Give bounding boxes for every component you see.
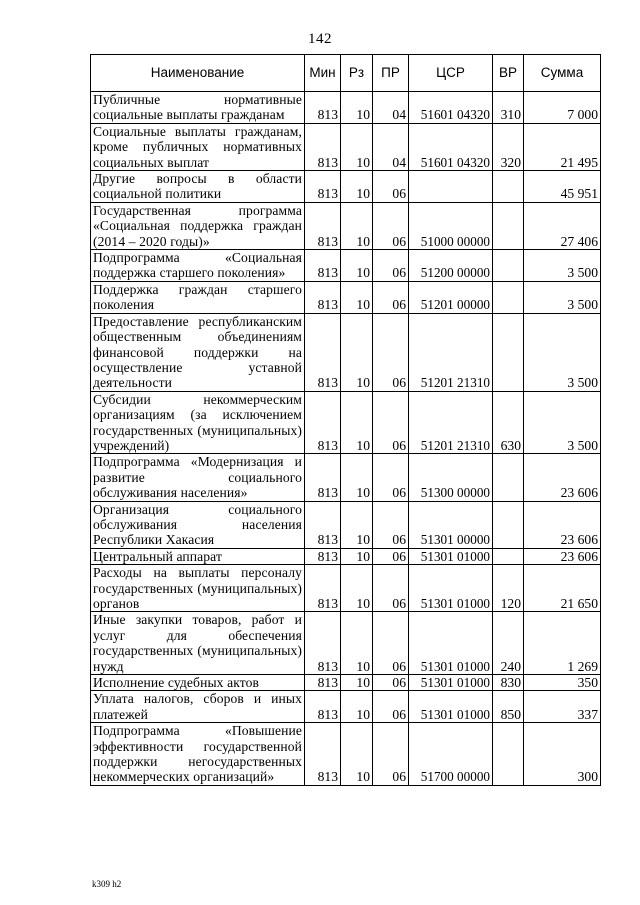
table-row bbox=[91, 454, 601, 501]
cell-vr: 830 bbox=[493, 675, 524, 691]
cell-pr: 06 bbox=[373, 454, 409, 501]
table-row bbox=[91, 281, 601, 313]
cell-name: Публичные нормативные социальные выплаты гражданам bbox=[91, 92, 305, 124]
cell-sum: 3 500 bbox=[524, 391, 601, 454]
cell-pr: 06 bbox=[373, 171, 409, 203]
header-rz: Рз bbox=[341, 55, 373, 92]
cell-vr: 850 bbox=[493, 691, 524, 723]
cell-sum: 300 bbox=[524, 723, 601, 786]
cell-rz: 10 bbox=[341, 250, 373, 282]
cell-sum: 3 500 bbox=[524, 281, 601, 313]
table-row bbox=[91, 202, 601, 249]
cell-vr bbox=[493, 171, 524, 203]
cell-min: 813 bbox=[305, 171, 341, 203]
table-row bbox=[91, 123, 601, 170]
cell-csr bbox=[409, 171, 493, 203]
table-row bbox=[91, 723, 601, 786]
cell-sum: 21 495 bbox=[524, 123, 601, 170]
header-min: Мин bbox=[305, 55, 341, 92]
table-header-row bbox=[91, 55, 601, 92]
table-row bbox=[91, 171, 601, 203]
cell-pr: 06 bbox=[373, 565, 409, 612]
cell-csr: 51601 04320 bbox=[409, 92, 493, 124]
cell-name: Предоставление республиканским общественным объединениям финансовой поддержки на осуществление уставной деятельности bbox=[91, 313, 305, 391]
cell-pr: 04 bbox=[373, 123, 409, 170]
cell-min: 813 bbox=[305, 454, 341, 501]
cell-sum: 3 500 bbox=[524, 313, 601, 391]
cell-name: Государственная программа «Социальная поддержка граждан (2014 – 2020 годы)» bbox=[91, 202, 305, 249]
cell-csr: 51301 00000 bbox=[409, 501, 493, 548]
cell-rz: 10 bbox=[341, 501, 373, 548]
cell-pr: 06 bbox=[373, 691, 409, 723]
cell-min: 813 bbox=[305, 565, 341, 612]
table-row bbox=[91, 391, 601, 454]
cell-rz: 10 bbox=[341, 691, 373, 723]
cell-min: 813 bbox=[305, 691, 341, 723]
cell-vr: 120 bbox=[493, 565, 524, 612]
cell-min: 813 bbox=[305, 501, 341, 548]
cell-min: 813 bbox=[305, 123, 341, 170]
table-row bbox=[91, 565, 601, 612]
cell-pr: 06 bbox=[373, 723, 409, 786]
cell-sum: 23 606 bbox=[524, 548, 601, 564]
cell-sum: 45 951 bbox=[524, 171, 601, 203]
cell-csr: 51300 00000 bbox=[409, 454, 493, 501]
cell-min: 813 bbox=[305, 723, 341, 786]
table-row bbox=[91, 501, 601, 548]
table-row bbox=[91, 92, 601, 124]
cell-vr bbox=[493, 548, 524, 564]
cell-rz: 10 bbox=[341, 612, 373, 675]
cell-csr: 51301 01000 bbox=[409, 675, 493, 691]
cell-csr: 51000 00000 bbox=[409, 202, 493, 249]
cell-min: 813 bbox=[305, 281, 341, 313]
cell-vr bbox=[493, 501, 524, 548]
table-row bbox=[91, 675, 601, 691]
cell-sum: 337 bbox=[524, 691, 601, 723]
cell-pr: 04 bbox=[373, 92, 409, 124]
cell-sum: 1 269 bbox=[524, 612, 601, 675]
cell-vr bbox=[493, 313, 524, 391]
cell-min: 813 bbox=[305, 202, 341, 249]
cell-rz: 10 bbox=[341, 391, 373, 454]
cell-name: Поддержка граждан старшего поколения bbox=[91, 281, 305, 313]
cell-min: 813 bbox=[305, 313, 341, 391]
cell-vr bbox=[493, 454, 524, 501]
cell-pr: 06 bbox=[373, 313, 409, 391]
cell-name: Подпрограмма «Социальная поддержка старшего поколения» bbox=[91, 250, 305, 282]
cell-csr: 51301 01000 bbox=[409, 565, 493, 612]
cell-pr: 06 bbox=[373, 250, 409, 282]
table-row bbox=[91, 548, 601, 564]
cell-csr: 51200 00000 bbox=[409, 250, 493, 282]
budget-table bbox=[90, 54, 601, 786]
cell-sum: 7 000 bbox=[524, 92, 601, 124]
cell-vr bbox=[493, 202, 524, 249]
page-number: 142 bbox=[308, 31, 332, 47]
cell-csr: 51301 01000 bbox=[409, 691, 493, 723]
header-pr: ПР bbox=[373, 55, 409, 92]
cell-min: 813 bbox=[305, 612, 341, 675]
cell-vr bbox=[493, 250, 524, 282]
cell-pr: 06 bbox=[373, 675, 409, 691]
cell-pr: 06 bbox=[373, 612, 409, 675]
cell-name: Субсидии некоммерческим организациям (за исключением государственных (муниципальных) учреждений) bbox=[91, 391, 305, 454]
cell-vr: 240 bbox=[493, 612, 524, 675]
cell-sum: 21 650 bbox=[524, 565, 601, 612]
cell-rz: 10 bbox=[341, 313, 373, 391]
cell-sum: 27 406 bbox=[524, 202, 601, 249]
cell-name: Расходы на выплаты персоналу государственных (муниципальных) органов bbox=[91, 565, 305, 612]
cell-min: 813 bbox=[305, 391, 341, 454]
cell-name: Организация социального обслуживания населения Республики Хакасия bbox=[91, 501, 305, 548]
cell-rz: 10 bbox=[341, 202, 373, 249]
cell-rz: 10 bbox=[341, 454, 373, 501]
cell-name: Другие вопросы в области социальной политики bbox=[91, 171, 305, 203]
cell-csr: 51301 01000 bbox=[409, 612, 493, 675]
cell-sum: 23 606 bbox=[524, 454, 601, 501]
cell-pr: 06 bbox=[373, 548, 409, 564]
cell-rz: 10 bbox=[341, 548, 373, 564]
cell-csr: 51201 21310 bbox=[409, 313, 493, 391]
cell-name: Подпрограмма «Повышение эффективности государственной поддержки негосударственных некоммерческих организаций» bbox=[91, 723, 305, 786]
cell-rz: 10 bbox=[341, 281, 373, 313]
cell-csr: 51201 00000 bbox=[409, 281, 493, 313]
cell-min: 813 bbox=[305, 548, 341, 564]
cell-rz: 10 bbox=[341, 92, 373, 124]
cell-vr: 310 bbox=[493, 92, 524, 124]
cell-pr: 06 bbox=[373, 501, 409, 548]
cell-sum: 350 bbox=[524, 675, 601, 691]
cell-min: 813 bbox=[305, 675, 341, 691]
cell-name: Иные закупки товаров, работ и услуг для обеспечения государственных (муниципальных) нужд bbox=[91, 612, 305, 675]
cell-vr bbox=[493, 723, 524, 786]
cell-rz: 10 bbox=[341, 565, 373, 612]
cell-name: Центральный аппарат bbox=[91, 548, 305, 564]
cell-csr: 51601 04320 bbox=[409, 123, 493, 170]
cell-sum: 3 500 bbox=[524, 250, 601, 282]
cell-name: Подпрограмма «Модернизация и развитие социального обслуживания населения» bbox=[91, 454, 305, 501]
cell-vr: 320 bbox=[493, 123, 524, 170]
cell-csr: 51700 00000 bbox=[409, 723, 493, 786]
cell-rz: 10 bbox=[341, 723, 373, 786]
cell-csr: 51201 21310 bbox=[409, 391, 493, 454]
cell-vr bbox=[493, 281, 524, 313]
cell-sum: 23 606 bbox=[524, 501, 601, 548]
cell-pr: 06 bbox=[373, 391, 409, 454]
header-vr: ВР bbox=[493, 55, 524, 92]
header-name: Наименование bbox=[91, 55, 305, 92]
cell-pr: 06 bbox=[373, 281, 409, 313]
table-row bbox=[91, 250, 601, 282]
header-csr: ЦСР bbox=[409, 55, 493, 92]
table-row bbox=[91, 313, 601, 391]
footer-code: k309 h2 bbox=[92, 879, 122, 889]
cell-name: Социальные выплаты гражданам, кроме публичных нормативных социальных выплат bbox=[91, 123, 305, 170]
cell-pr: 06 bbox=[373, 202, 409, 249]
header-sum: Сумма bbox=[524, 55, 601, 92]
cell-vr: 630 bbox=[493, 391, 524, 454]
cell-min: 813 bbox=[305, 92, 341, 124]
cell-name: Уплата налогов, сборов и иных платежей bbox=[91, 691, 305, 723]
cell-min: 813 bbox=[305, 250, 341, 282]
cell-rz: 10 bbox=[341, 171, 373, 203]
table-row bbox=[91, 612, 601, 675]
cell-rz: 10 bbox=[341, 123, 373, 170]
cell-rz: 10 bbox=[341, 675, 373, 691]
cell-csr: 51301 01000 bbox=[409, 548, 493, 564]
table-row bbox=[91, 691, 601, 723]
cell-name: Исполнение судебных актов bbox=[91, 675, 305, 691]
